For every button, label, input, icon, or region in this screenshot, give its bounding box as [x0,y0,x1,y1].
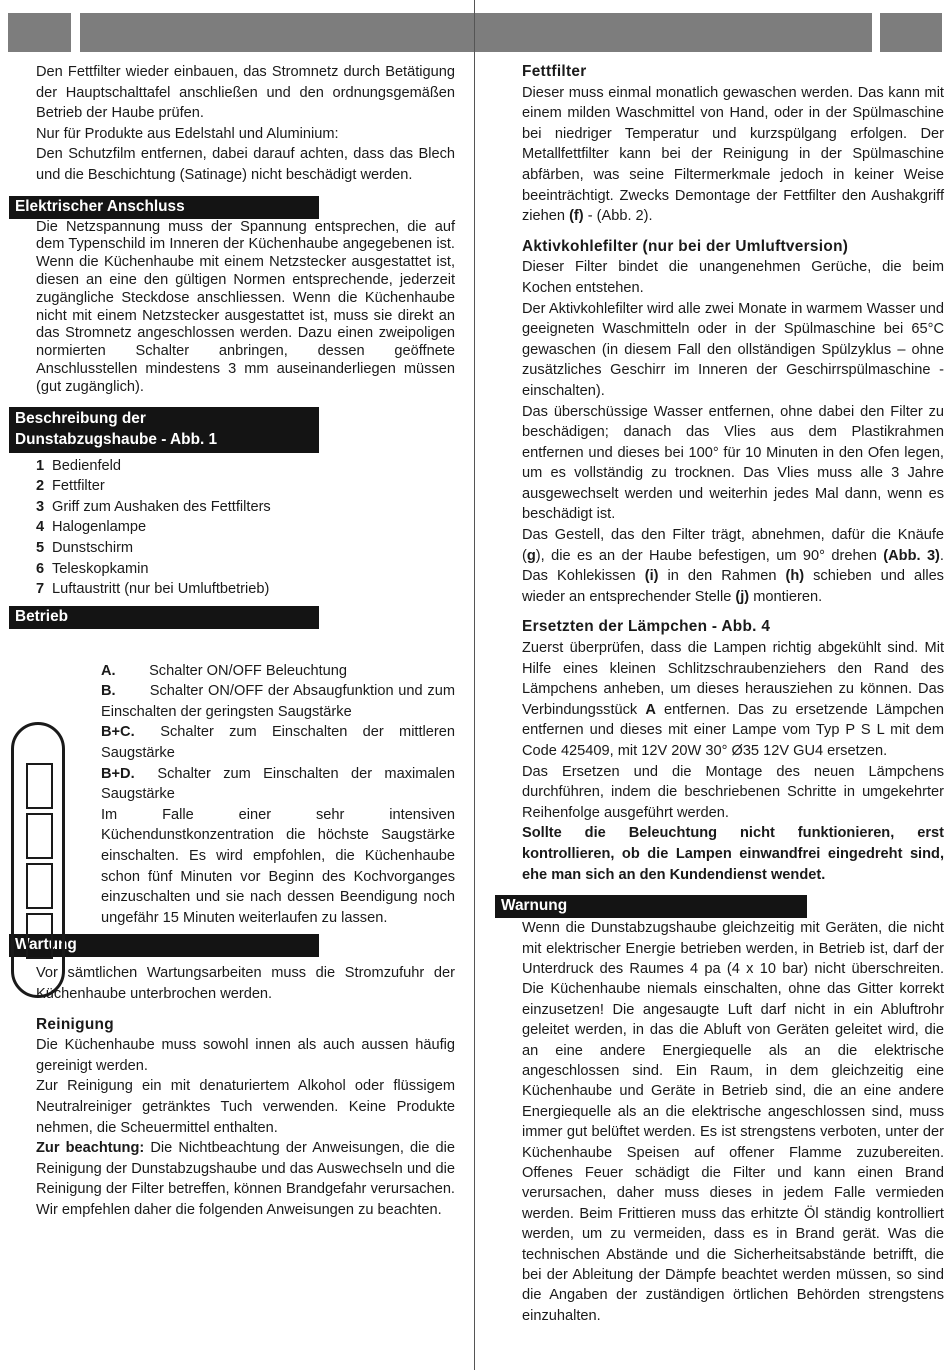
item-number: 1 [36,457,45,474]
reinigung-paragraph: Zur Reinigung ein mit denaturiertem Alkohol oder flüssigem Neutralreiniger getränktes Tuch verwenden. Keine Produkte nehmen, die Scheuermittel enthalten. [36,1078,455,1136]
list-item [36,497,455,518]
reinigung-paragraph: Die Küchenhaube muss sowohl innen als auch aussen häufig gereinigt werden. [36,1037,455,1074]
heading-line: Beschreibung der [15,409,146,427]
switch-description-bc [101,722,455,763]
aktivkohle-paragraph: Das überschüssige Wasser entfernen, ohne dabei den Filter zu beschädigen; danach das Vlies aus dem Plastikrahmen entfernen und dieses bei 100° für 10 Minuten in den Ofen legen, um es vollständig zu trocknen. Das Vlies muss alle 3 Jahre ausgewechselt werden und weiterhin jedes Mal dann, wenn es beschädigt ist. [522,403,944,523]
text-segment: - (Abb. 2). [583,208,653,225]
warnung-text: Wenn die Dunstabzugshaube gleichzeitig mit Geräten, die nicht mit elektrischer Energie betrieben werden, in Betrieb ist, darf der Unterdruck des Raumes 4 pa (4 x 10 bar) nicht überschreiten. Die Küchenhaube niemals einschalten, ohne das Gitter korrekt einzusetzen! Die angesaugte Luft darf nicht in ein Abluftrohr geleitet werden, in das die Abluft von Geräten geleitet wird, die an eine andere Energiequelle als an die elektrische angeschlossen sind. Ein Raum, in dem gleichzeitig eine Küchenhaube und Geräte in Betrieb sind, die an eine andere Energiequelle als an die elektrische angeschlossen sind, muss immer gut belüftet werden. Es ist strengstens verboten, unter der Küchenhaube Speisen auf offener Flamme zuzubereiten. Offenes Feuer schädigt die Filter und kann einen Brand verursachen, daher muss dieses in jedem Falle vermieden werden. Beim Frittieren muss das erhitzte Öl ständig kontrolliert werden, um zu vermeiden, dass es in Brand gerät. Was die technischen Abstände und die Sicherheitsabstände betrifft, die bei der Ableitung der Dämpfe beachtet werden müssen, so sind die Angaben der zuständigen örtlichen Behörden strengstens einzuhalten. [522,920,944,1324]
column-divider [474,0,475,1370]
text-segment: schieben und alles wieder an entsprechender Stelle [522,568,944,605]
betrieb-note: Im Falle einer sehr intensiven Küchendunstkonzentration die höchste Saugstärke einschalten. Es wird empfohlen, die Küchenhaube schon fünf Minuten vor Beginn des Kochvorganges einzuschalten und sie nach dessen Beendigung noch ungefähr 15 Minuten weiterlaufen zu lassen. [101,806,455,926]
text-segment: Das Gestell, das den Filter trägt, abnehmen, dafür die Knäufe ( [522,527,944,564]
switch-text: Schalter zum Einschalten der mittleren Saugstärke [101,724,455,762]
item-label: Dunstschirm [52,539,134,556]
item-number: 7 [36,581,45,598]
wartung-text: Vor sämtlichen Wartungsarbeiten muss die Stromzufuhr der Küchenhaube unterbrochen werden. [36,965,455,1002]
reference-j: (j) [735,588,750,605]
switch-key: B. [101,683,116,700]
section-heading-wartung: Wartung [9,934,319,957]
item-label: Bedienfeld [52,457,121,474]
control-button-b-icon [26,813,53,859]
right-column [501,62,944,1326]
intro-paragraph: Den Fettfilter wieder einbauen, das Stromnetz durch Betätigung der Hauptschalttafel anschließen und den ordnungsgemäßen Betrieb der Haube prüfen. [36,64,455,122]
section-heading-elektrisch: Elektrischer Anschluss [9,196,319,219]
control-button-c-icon [26,863,53,909]
item-number: 4 [36,519,45,536]
switch-description-b [101,681,455,722]
reference-abb3: (Abb. 3) [883,547,940,564]
header-bar-right [880,13,942,52]
switch-key: B+D. [101,765,135,782]
item-label: Griff zum Aushaken des Fettfilters [52,498,271,515]
list-item [36,456,455,477]
aktivkohle-paragraph [522,525,944,607]
text-segment: entfernen. Das zu ersetzende Lämpchen entfernen und dieses mit einer Lampe vom Typ P S L mit dem Code 425409, mit 12V 20W 30° Ø35 12V GU4 ersetzen. [522,701,944,759]
aktivkohle-paragraph: Der Aktivkohlefilter wird alle zwei Monate in warmem Wasser und geeigneten Waschmitteln oder in der Spülmaschine bei 65°C gewaschen (in diesem Fall den ollständigen Spülzyklus – ohne zusätzliches Geschirr im Inneren der Geschirrspülmaschine - einschalten). [522,300,944,399]
text-segment: ), die es an der Haube befestigen, um 90° drehen [535,547,884,564]
item-label: Halogenlampe [52,519,147,536]
lampchen-warning: Sollte die Beleuchtung nicht funktionieren, erst kontrollieren, ob die Lampen einwandfrei eingedreht sind, ehe man sich an den Kundendienst wendet. [522,825,944,883]
item-label: Luftaustritt (nur bei Umluftbetrieb) [52,581,270,598]
left-column [15,62,455,1221]
intro-paragraph: Den Schutzfilm entfernen, dabei darauf achten, dass das Blech und die Beschichtung (Satinage) nicht beschädigt werden. [36,146,455,183]
fettfilter-text [522,83,944,227]
beachtung-label: Zur beachtung: [36,1140,145,1157]
reference-f: (f) [569,208,584,225]
lampchen-paragraph [522,638,944,762]
parts-list [36,456,455,600]
list-item [36,517,455,538]
switch-text: Schalter ON/OFF Beleuchtung [149,662,347,679]
item-number: 3 [36,498,45,515]
text-segment: . Das Kohlekissen [522,547,944,585]
section-heading-warnung: Warnung [495,895,807,918]
subheading-reinigung: Reinigung [36,1015,114,1033]
switch-key: A. [101,662,116,679]
control-panel-illustration [11,722,65,998]
item-number: 5 [36,539,45,556]
item-label: Teleskopkamin [52,560,149,577]
intro-note: Nur für Produkte aus Edelstahl und Aluminium: [36,125,339,142]
reference-g: g [526,547,536,564]
switch-text: Schalter ON/OFF der Absaugfunktion und zum Einschalten der geringsten Saugstärke [101,683,455,720]
switch-description-bd [101,764,455,805]
elektrisch-text: Die Netzspannung muss der Spannung entsprechen, die auf dem Typenschild im Inneren der Küchenhaube angegebenen ist. Wenn die Küchenhaube mit einem Netzstecker ausgestattet ist, diesen an eine den gültigen Normen entsprechende, jederzeit zugängliche Steckdose anschliessen. Wenn die Küchenhaube nicht mit einem Netzstecker ausgestattet ist, muss sie direkt an das Stromnetz angeschlossen werden. Dazu einen zweipoligen normierten Schalter anbringen, dessen geöffnete Anschlusstellen mindestens 3 mm auseinanderliegen müssen (gut zugänglich). [36,218,455,395]
text-segment: montieren. [749,588,823,605]
beachtung-paragraph [36,1138,455,1220]
betrieb-instructions [101,661,455,929]
aktivkohle-paragraph: Dieser Filter bindet die unangenehmen Gerüche, die beim Kochen entstehen. [522,259,944,296]
item-label: Fettfilter [52,478,105,495]
heading-line: Dunstabzugshaube - Abb. 1 [15,430,218,448]
beachtung-text: Die Nichtbeachtung der Anweisungen, die die Reinigung der Dunstabzugshaube und das Auswechseln und die Reinigung der Filter betreffen, können Brandgefahr verursachen. Wir empfehlen daher die folgenden Anweisungen zu beachten. [36,1140,455,1218]
header-bar-left [8,13,71,52]
section-heading-beschreibung [9,407,319,453]
list-item [36,538,455,559]
item-number: 2 [36,478,45,495]
reference-i: (i) [644,568,659,585]
control-button-d-icon [26,913,53,959]
lampchen-paragraph: Das Ersetzen und die Montage des neuen Lämpchens durchführen, indem die beschriebenen Schritte in umgekehrter Reihenfolge ausgeführt werden. [522,763,944,821]
list-item [36,579,455,600]
text-segment: in den Rahmen [658,568,786,585]
section-heading-betrieb: Betrieb [9,606,319,629]
reference-h: (h) [785,568,805,585]
switch-text: Schalter zum Einschalten der maximalen Saugstärke [101,765,455,803]
item-number: 6 [36,560,45,577]
list-item [36,476,455,497]
subheading-fettfilter: Fettfilter [522,63,587,80]
control-button-a-icon [26,763,53,809]
header-bar-center [80,13,872,52]
switch-key: B+C. [101,724,135,741]
switch-description-a [101,661,455,682]
text-segment: Zuerst überprüfen, dass die Lampen richtig abgekühlt sind. Mit Hilfe eines kleinen Schlitzschraubenziehers den Rand des Lämpchens anheben, um dieses herausziehen zu können. Das Verbindungsstück [522,640,944,718]
reference-a: A [645,701,656,718]
subheading-aktivkohlefilter: Aktivkohlefilter (nur bei der Umluftversion) [522,237,849,255]
list-item [36,559,455,580]
text-segment: Dieser muss einmal monatlich gewaschen werden. Das kann mit einem milden Waschmittel von Hand, oder in der Spülmaschine bei niedriger Temperatur und kurzspülgang erfolgen. Der Metallfettfilter kann bei der Reinigung in der Spülmaschine abfärben, was seine Filtermerkmale jedoch in keiner Weise beeinträchtigt. Zwecks Demontage der Fettfilter den Aushakgriff ziehen [522,84,944,225]
subheading-lampchen: Ersetzten der Lämpchen - Abb. 4 [522,618,771,636]
